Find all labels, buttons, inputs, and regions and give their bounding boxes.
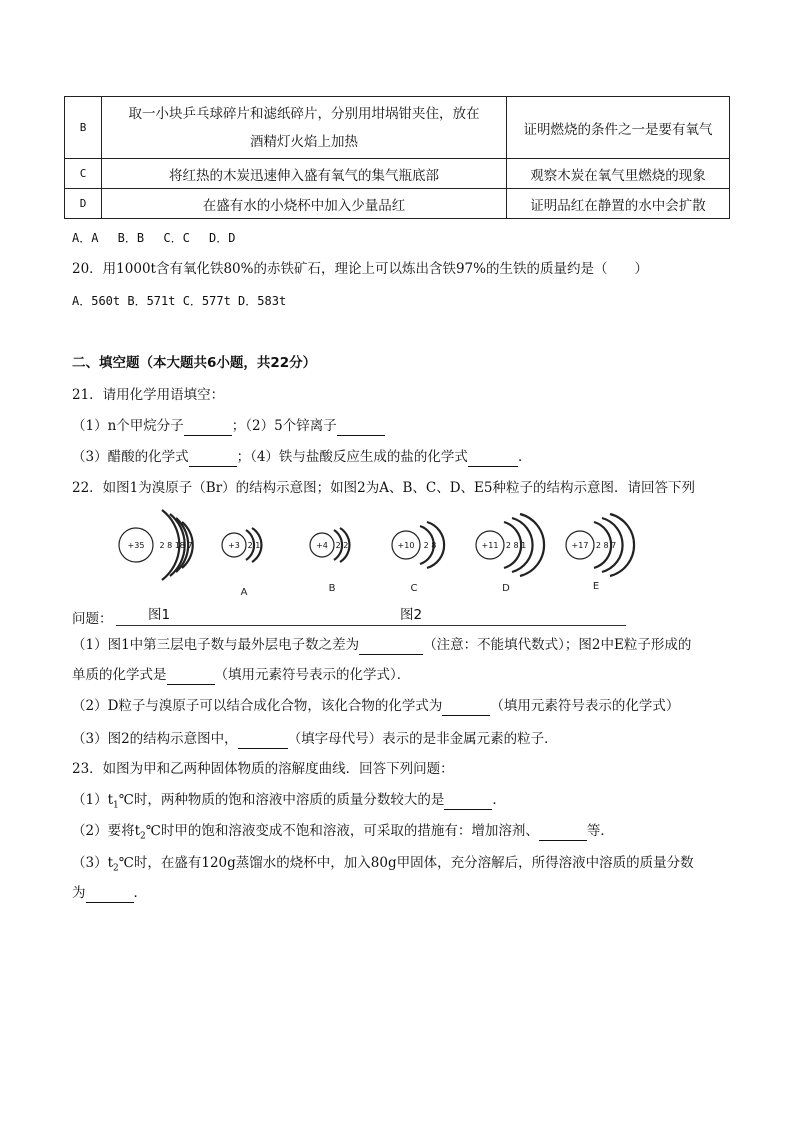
q21-part4: ；（4）铁与盐酸反应生成的盐的化学式 xyxy=(236,449,468,465)
row-content: 将红热的木炭迅速伸入盛有氧气的集气瓶底部 xyxy=(102,159,507,189)
q23-text: （3）t xyxy=(72,855,114,871)
subscript: 2 xyxy=(113,863,119,874)
subscript: 2 xyxy=(140,831,146,842)
row-label: D xyxy=(65,189,102,219)
q22-p3-text2: （填字母代号）表示的是非金属元素的粒子． xyxy=(287,731,558,747)
row-label: C xyxy=(65,159,102,189)
particle-label: D xyxy=(502,583,510,594)
q23-p1 xyxy=(72,791,506,815)
answer-blank[interactable] xyxy=(238,730,288,749)
punct: ． xyxy=(133,885,147,901)
answer-blank[interactable] xyxy=(359,636,423,655)
row-purpose: 观察木炭在氧气里燃烧的现象 xyxy=(507,159,730,189)
q20-choices: A．560t B．571t C．577t D．583t xyxy=(72,294,287,308)
q22-p1-text4: （填用元素符号表示的化学式）． xyxy=(214,667,411,683)
punct: ． xyxy=(517,449,532,465)
nucleus-charge: +35 xyxy=(127,541,145,550)
q22-p1-cont xyxy=(72,666,410,685)
answer-blank[interactable] xyxy=(539,822,587,841)
row-content xyxy=(102,97,507,159)
q23-stem: 23．如图为甲和乙两种固体物质的溶解度曲线．回答下列问题： xyxy=(72,761,454,777)
table-row xyxy=(65,97,730,159)
answer-blank[interactable] xyxy=(86,884,134,903)
answer-blank[interactable] xyxy=(189,448,237,467)
answer-blank[interactable] xyxy=(167,666,215,685)
figure-caption-line xyxy=(116,625,626,626)
electron-counts: 2 2 xyxy=(335,541,349,550)
nucleus-charge: +17 xyxy=(571,541,589,550)
q22-p2 xyxy=(72,697,679,716)
atom-structure-figure xyxy=(110,500,640,605)
electron-counts: 2 8 1 xyxy=(505,541,527,550)
nucleus-charge: +11 xyxy=(481,541,499,550)
q21-line1 xyxy=(72,417,385,436)
nucleus-charge: +10 xyxy=(397,541,415,550)
row-label: B xyxy=(65,97,102,159)
q21-stem: 21．请用化学用语填空： xyxy=(72,387,225,403)
q21-line2 xyxy=(72,448,531,467)
row-content: 在盛有水的小烧杯中加入少量品红 xyxy=(102,189,507,219)
q23-text: （1）t xyxy=(72,792,114,808)
q22-p2-text2: （填用元素符号表示的化学式） xyxy=(490,698,680,714)
electron-counts: 2 1 xyxy=(247,541,261,550)
row-content-line2: 酒精灯火焰上加热 xyxy=(250,133,358,150)
q23-text: 为 xyxy=(72,885,86,901)
row-content-line1: 取一小块乒乓球碎片和滤纸碎片，分别用坩埚钳夹住，放在 xyxy=(128,105,480,122)
particle-label: B xyxy=(328,583,336,594)
answer-blank[interactable] xyxy=(444,791,492,810)
answer-blank[interactable] xyxy=(442,697,490,716)
q22-p1-text3: 单质的化学式是 xyxy=(72,667,167,683)
particle-label: E xyxy=(592,581,600,592)
experiment-table xyxy=(64,96,730,219)
q21-part1: （1）n个甲烷分子 xyxy=(72,418,184,434)
table-row xyxy=(65,189,730,219)
nucleus-charge: +3 xyxy=(228,541,240,550)
q22-p1-text: （1）图1中第三层电子数与最外层电子数之差为 xyxy=(72,637,360,653)
q22-p2-text: （2）D粒子与溴原子可以结合成化合物，该化合物的化学式为 xyxy=(72,698,443,714)
q22-p3 xyxy=(72,730,558,749)
q22-p3-text: （3）图2的结构示意图中， xyxy=(72,731,238,747)
electron-counts: 2 8 18 7 xyxy=(159,541,193,550)
nucleus-charge: +4 xyxy=(316,541,328,550)
answer-blank[interactable] xyxy=(184,417,232,436)
punct: ． xyxy=(492,792,506,808)
q22-p1-text2: （注意：不能填代数式）；图2中E粒子形成的 xyxy=(423,637,692,653)
answer-blank[interactable] xyxy=(468,448,518,467)
q21-part2: ；（2）5个锌离子 xyxy=(231,418,337,434)
q23-text: （2）要将t xyxy=(72,823,141,839)
electron-counts: 2 8 7 xyxy=(595,541,617,550)
q22-p1 xyxy=(72,636,691,655)
q19-choices: A．A B．B C．C D．D xyxy=(72,231,236,245)
q23-p3 xyxy=(72,854,694,878)
subscript: 1 xyxy=(113,800,119,811)
q22-stem-cont: 问题： xyxy=(72,611,113,627)
answer-blank[interactable] xyxy=(337,417,385,436)
q23-p2 xyxy=(72,822,614,846)
q22-stem: 22．如图1为溴原子（Br）的结构示意图；如图2为A、B、C、D、E5种粒子的结构示意图．请回答下列 xyxy=(72,480,695,496)
q23-text: ℃时，两种物质的饱和溶液中溶质的质量分数较大的是 xyxy=(118,792,445,808)
table-row xyxy=(65,159,730,189)
q23-text: ℃时甲的饱和溶液变成不饱和溶液，可采取的措施有：增加溶剂、 xyxy=(145,823,539,839)
q23-text: ℃时，在盛有120g蒸馏水的烧杯中，加入80g甲固体，充分溶解后，所得溶液中溶质的质量分数 xyxy=(118,855,694,871)
q23-p3-cont xyxy=(72,884,147,903)
particle-label: C xyxy=(410,583,418,594)
row-purpose: 证明品红在静置的水中会扩散 xyxy=(507,189,730,219)
section-heading: 二、填空题（本大题共6小题，共22分） xyxy=(72,355,317,371)
q21-part3: （3）醋酸的化学式 xyxy=(72,449,189,465)
fig2-caption: 图2 xyxy=(400,607,423,623)
punct: 等． xyxy=(586,823,614,839)
electron-counts: 2 8 xyxy=(423,541,437,550)
row-purpose: 证明燃烧的条件之一是要有氧气 xyxy=(507,97,730,159)
particle-label: A xyxy=(240,587,248,598)
fig1-caption: 图1 xyxy=(148,607,171,623)
q20-stem: 20．用1000t含有氧化铁80%的赤铁矿石，理论上可以炼出含铁97%的生铁的质量约是（ ） xyxy=(72,261,648,277)
